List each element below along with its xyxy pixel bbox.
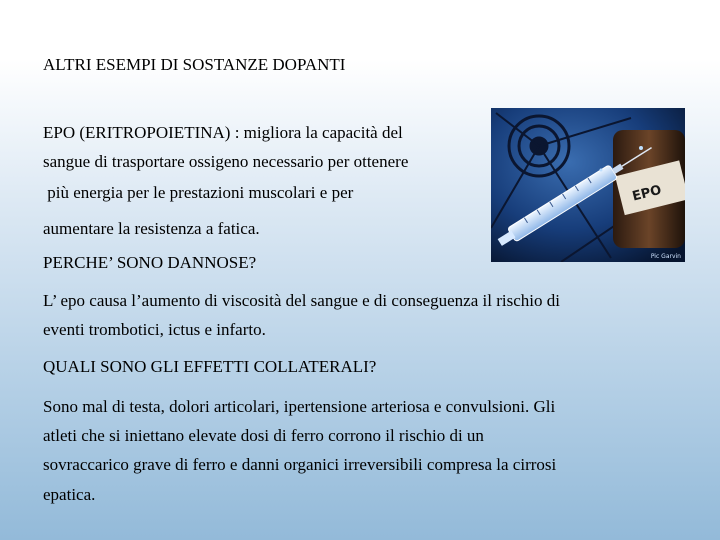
epo-definition-line-4: aumentare la resistenza a fatica. — [43, 219, 260, 238]
question-why-harmful: PERCHE’ SONO DANNOSE? — [43, 253, 257, 272]
answer-side-effects-line-2: atleti che si iniettano elevate dosi di ferro corrono il rischio di un — [43, 426, 484, 445]
epo-definition-line-1 — [43, 124, 403, 141]
answer-harmful-line-1: L’ epo causa l’aumento di viscosità del sangue e di conseguenza il rischio di — [43, 291, 560, 310]
answer-side-effects-line-4: epatica. — [43, 485, 96, 504]
epo-syringe-photo — [491, 108, 685, 262]
epo-term: EPO (ERITROPOIETINA) — [43, 123, 231, 142]
epo-vial — [613, 130, 685, 248]
answer-side-effects-line-1: Sono mal di testa, dolori articolari, ipertensione arteriosa e convulsioni. Gli — [43, 397, 556, 416]
slide-title: ALTRI ESEMPI DI SOSTANZE DOPANTI — [43, 55, 346, 74]
syringe-and-vial-illustration — [491, 108, 685, 262]
vial-label: EPO — [630, 182, 664, 205]
answer-harmful-line-2: eventi trombotici, ictus e infarto. — [43, 320, 266, 339]
answer-side-effects-line-3: sovraccarico grave di ferro e danni organici irreversibili compresa la cirrosi — [43, 455, 557, 474]
question-side-effects: QUALI SONO GLI EFFETTI COLLATERALI? — [43, 357, 377, 376]
epo-definition-start: : migliora la capacità del — [234, 123, 403, 142]
epo-definition-line-3: più energia per le prestazioni muscolari e per — [43, 183, 354, 202]
photo-credit: Pic Garvin — [650, 253, 681, 260]
epo-definition-line-2: sangue di trasportare ossigeno necessario per ottenere — [43, 152, 409, 171]
